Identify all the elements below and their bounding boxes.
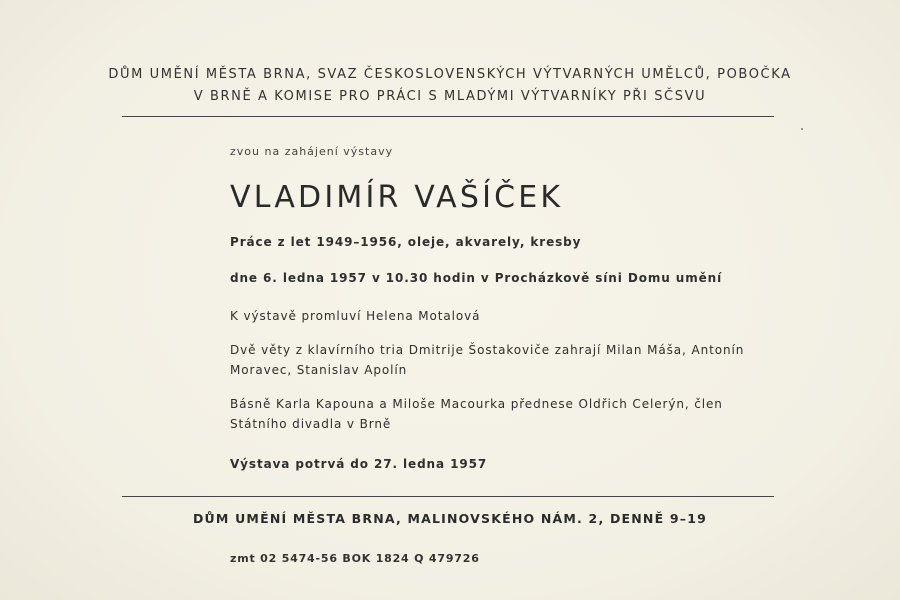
intro-text: zvou na zahájení výstavy	[230, 145, 394, 158]
artist-name: VLADIMÍR VAŠÍČEK	[230, 180, 564, 215]
organizers-header	[0, 64, 900, 108]
speaker-line: K výstavě promluví Helena Motalová	[230, 309, 481, 323]
poems-paragraph	[230, 394, 790, 434]
exhibition-duration: Výstava potrvá do 27. ledna 1957	[230, 457, 488, 471]
header-line-1: DŮM UMĚNÍ MĚSTA BRNA, SVAZ ČESKOSLOVENSKÝCH VÝTVARNÝCH UMĚLCŮ, POBOČKA	[108, 67, 792, 82]
venue-address: DŮM UMĚNÍ MĚSTA BRNA, MALINOVSKÉHO NÁM. 2, DENNĚ 9–19	[192, 511, 708, 526]
opening-date: dne 6. ledna 1957 v 10.30 hodin v Procházkově síni Domu umění	[230, 271, 723, 285]
poems-line-1: Básně Karla Kapouna a Miloše Macourka přednese Oldřich Celerýn, člen	[230, 397, 723, 411]
works-description: Práce z let 1949–1956, oleje, akvarely, kresby	[230, 235, 582, 249]
poems-line-2: Státního divadla v Brně	[230, 417, 392, 431]
music-line-1: Dvě věty z klavírního tria Dmitrije Šostakoviče zahrají Milan Máša, Antonín	[230, 343, 745, 357]
header-line-2: V BRNĚ A KOMISE PRO PRÁCI S MLADÝMI VÝTVARNÍKY PŘI SČSVU	[193, 89, 707, 104]
music-line-2: Moravec, Stanislav Apolín	[230, 363, 408, 377]
paper-speck	[801, 128, 803, 130]
bottom-divider	[122, 496, 774, 497]
print-code: zmt 02 5474-56 BOK 1824 Q 479726	[230, 552, 480, 565]
music-paragraph	[230, 340, 790, 380]
top-divider	[122, 116, 774, 117]
